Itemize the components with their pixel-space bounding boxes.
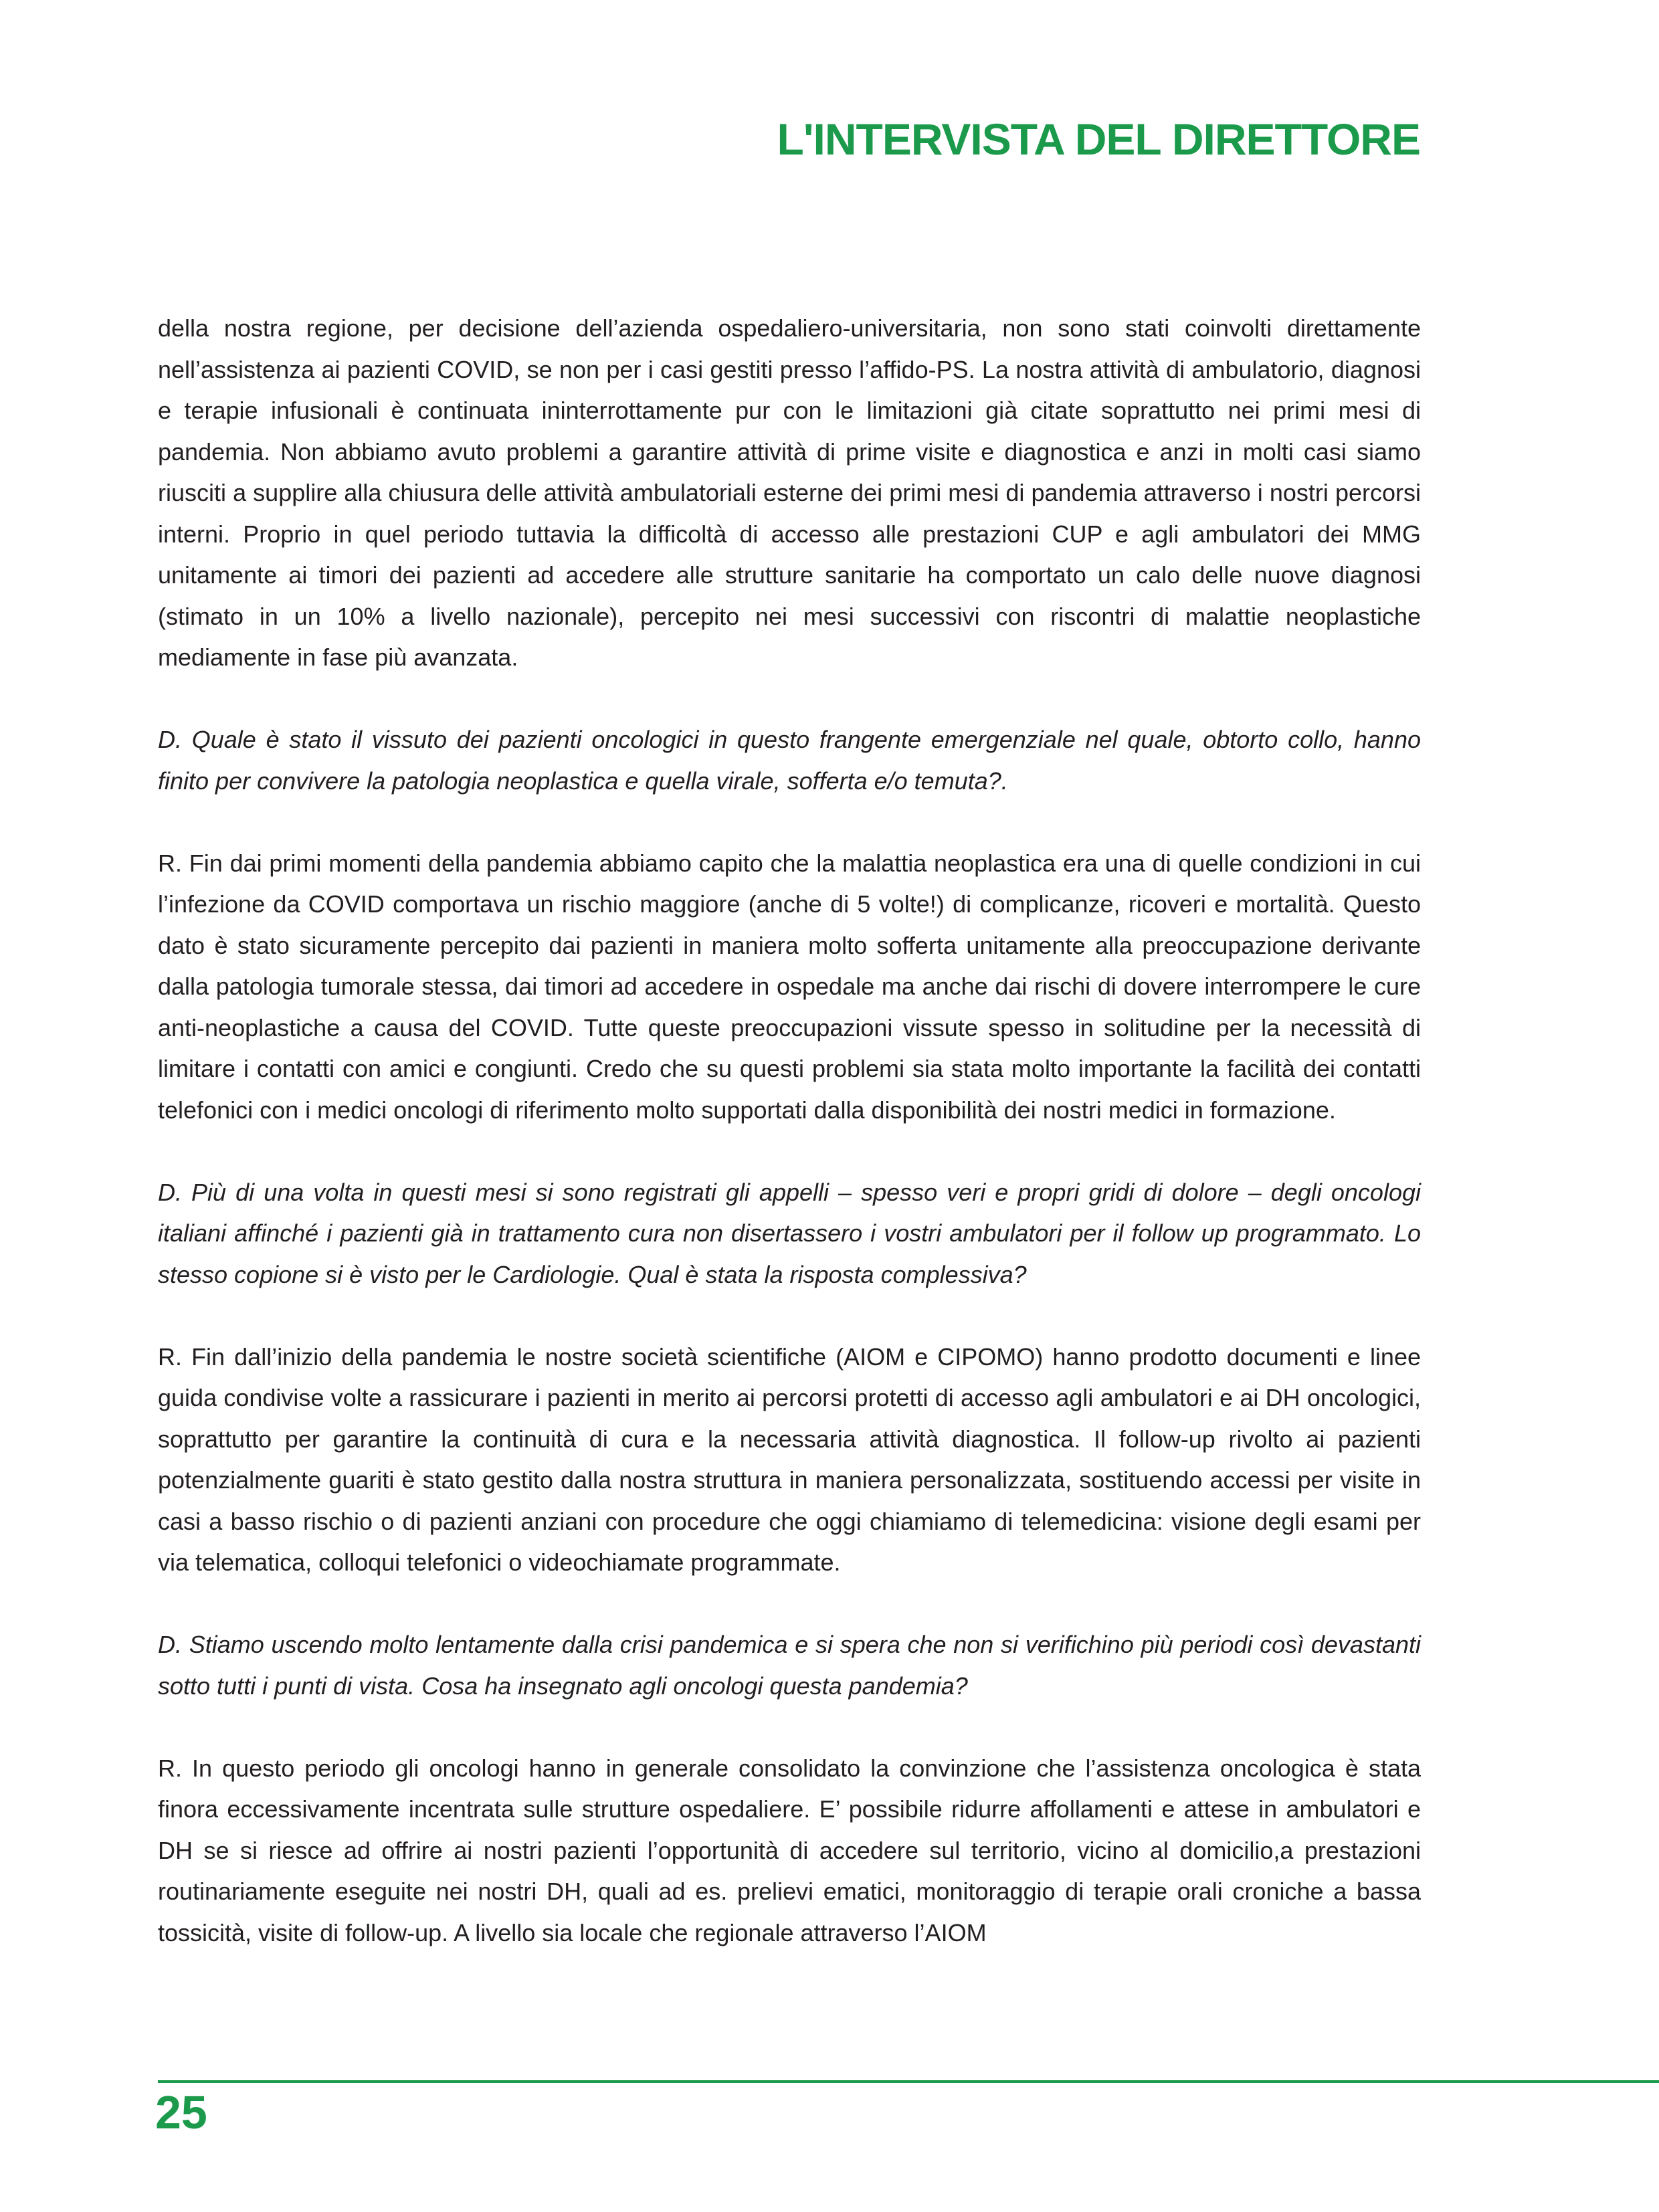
answer-paragraph: R. Fin dall’inizio della pandemia le nostre società scientifiche (AIOM e CIPOMO) hanno prodotto documenti e linee guida condivise volte a rassicurare i pazienti in merito ai percorsi protetti di accesso agli ambulatori e ai DH oncologici, soprattutto per garantire la continuità di cura e la necessaria attività diagnostica. Il follow-up rivolto ai pazienti potenzialmente guariti è stato gestito dalla nostra struttura in maniera personalizzata, sostituendo accessi per visite in casi a basso rischio o di pazienti anziani con procedure che oggi chiamiamo di telemedicina: visione degli esami per via telematica, colloqui telefonici o videochiamate programmate.: [158, 1342, 1421, 1576]
footer-divider: [158, 2080, 1659, 2083]
answer-paragraph: R. In questo periodo gli oncologi hanno in generale consolidato la convinzione che l’assistenza oncologica è stata finora eccessivamente incentrata sulle strutture ospedaliere. E’ possibile ridurre affollamenti e attese in ambulatori e DH se si riesce ad offrire ai nostri pazienti l’opportunità di accedere sul territorio, vicino al domicilio,a prestazioni routinariamente eseguite nei nostri DH, quali ad es. prelievi ematici, monitoraggio di terapie orali croniche a bassa tossicità, visite di follow-up. A livello sia locale che regionale attraverso l’AIOM: [158, 1754, 1421, 1946]
page-number: 25: [155, 2086, 207, 2138]
answer-paragraph: della nostra regione, per decisione dell’azienda ospedaliero-universitaria, non sono stati coinvolti direttamente nell’assistenza ai pazienti COVID, se non per i casi gestiti presso l’affido-PS. La nostra attività di ambulatorio, diagnosi e terapie infusionali è continuata ininterrottamente pur con le limitazioni già citate soprattutto nei primi mesi di pandemia. Non abbiamo avuto problemi a garantire attività di prime visite e diagnostica e anzi in molti casi siamo riusciti a supplire alla chiusura delle attività ambulatoriali esterne dei primi mesi di pandemia attraverso i nostri percorsi interni. Proprio in quel periodo tuttavia la difficoltà di accesso alle prestazioni CUP e agli ambulatori dei MMG unitamente ai timori dei pazienti ad accedere alle strutture sanitarie ha comportato un calo delle nuove diagnosi (stimato in un 10% a livello nazionale), percepito nei mesi successivi con riscontri di malattie neoplastiche mediamente in fase più avanzata.: [158, 314, 1421, 671]
article-body: [158, 308, 1421, 1953]
question-paragraph: D. Quale è stato il vissuto dei pazienti oncologici in questo frangente emergenziale nel quale, obtorto collo, hanno finito per convivere la patologia neoplastica e quella virale, sofferta e/o temuta?.: [158, 726, 1421, 795]
question-paragraph: D. Più di una volta in questi mesi si sono registrati gli appelli – spesso veri e propri gridi di dolore – degli oncologi italiani affinché i pazienti già in trattamento cura non disertassero i vostri ambulatori per il follow up programmato. Lo stesso copione si è visto per le Cardiologie. Qual è stata la risposta complessiva?: [158, 1178, 1421, 1288]
page-title: L'INTERVISTA DEL DIRETTORE: [777, 114, 1420, 164]
question-paragraph: D. Stiamo uscendo molto lentamente dalla crisi pandemica e si spera che non si verifichino più periodi così devastanti sotto tutti i punti di vista. Cosa ha insegnato agli oncologi questa pandemia?: [158, 1631, 1421, 1700]
answer-paragraph: R. Fin dai primi momenti della pandemia abbiamo capito che la malattia neoplastica era una di quelle condizioni in cui l’infezione da COVID comportava un rischio maggiore (anche di 5 volte!) di complicanze, ricoveri e mortalità. Questo dato è stato sicuramente percepito dai pazienti in maniera molto sofferta unitamente alla preoccupazione derivante dalla patologia tumorale stessa, dai timori ad accedere in ospedale ma anche dai rischi di dovere interrompere le cure anti-neoplastiche a causa del COVID. Tutte queste preoccupazioni vissute spesso in solitudine per la necessità di limitare i contatti con amici e congiunti. Credo che su questi problemi sia stata molto importante la facilità dei contatti telefonici con i medici oncologi di riferimento molto supportati dalla disponibilità dei nostri medici in formazione.: [158, 849, 1421, 1124]
